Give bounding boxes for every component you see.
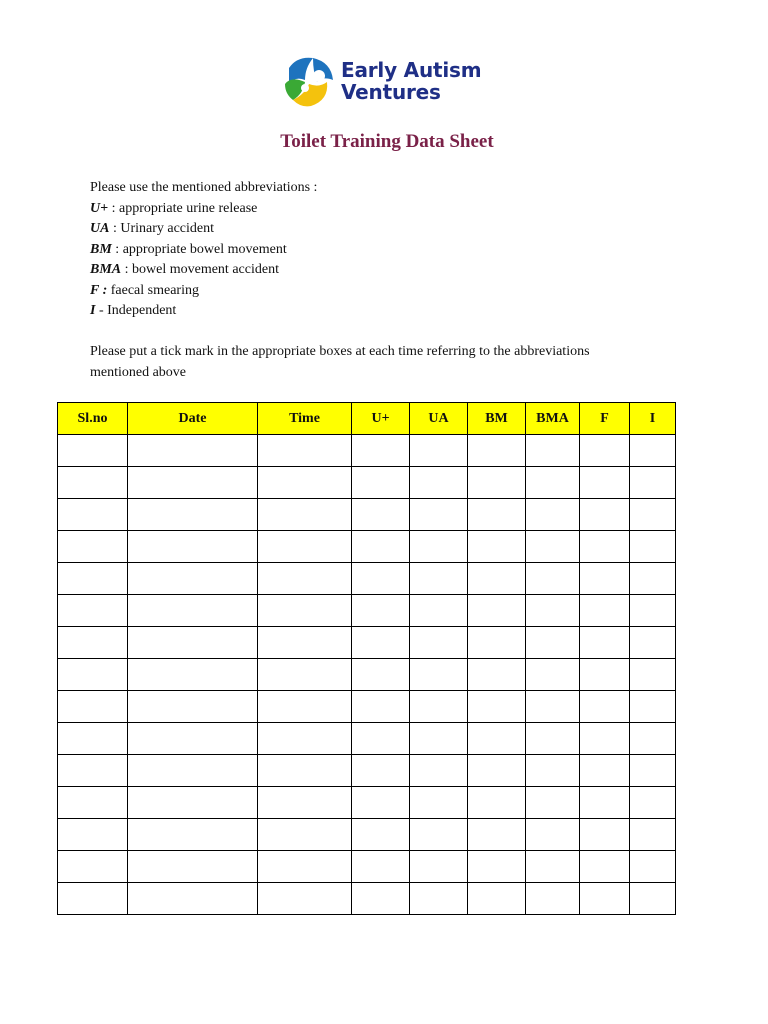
intro-text: Please use the mentioned abbreviations : (90, 180, 318, 195)
column-header-independent: I (630, 403, 676, 435)
table-cell[interactable] (630, 499, 676, 531)
table-cell[interactable] (630, 595, 676, 627)
table-body (58, 435, 676, 915)
table-cell[interactable] (258, 883, 352, 915)
table-cell[interactable] (410, 723, 468, 755)
table-cell[interactable] (410, 787, 468, 819)
table-cell[interactable] (526, 883, 580, 915)
column-header-bowel-movement: BM (468, 403, 526, 435)
table-cell[interactable] (128, 595, 258, 627)
page-title: Toilet Training Data Sheet (280, 131, 494, 152)
table-cell[interactable] (352, 563, 410, 595)
table-row (58, 531, 676, 563)
abbr-meaning: faecal smearing (110, 282, 199, 298)
table-row (58, 787, 676, 819)
table-cell[interactable] (526, 595, 580, 627)
column-header-urine-release: U+ (352, 403, 410, 435)
table-cell[interactable] (352, 851, 410, 883)
table-cell[interactable] (58, 499, 128, 531)
puzzle-logo-icon (283, 54, 335, 108)
table-cell[interactable] (630, 691, 676, 723)
table-cell[interactable] (352, 531, 410, 563)
table-cell[interactable] (630, 531, 676, 563)
table-cell[interactable] (58, 691, 128, 723)
table-cell[interactable] (58, 883, 128, 915)
table-cell[interactable] (580, 691, 630, 723)
table-cell[interactable] (526, 851, 580, 883)
table-cell[interactable] (128, 691, 258, 723)
table-cell[interactable] (258, 851, 352, 883)
table-cell[interactable] (468, 819, 526, 851)
table-cell[interactable] (630, 467, 676, 499)
table-row (58, 499, 676, 531)
table-cell[interactable] (468, 499, 526, 531)
table-cell[interactable] (580, 531, 630, 563)
table-cell[interactable] (468, 883, 526, 915)
table-cell[interactable] (352, 467, 410, 499)
abbr-code: BM (90, 241, 112, 257)
table-cell[interactable] (410, 851, 468, 883)
data-table (57, 402, 676, 915)
table-cell[interactable] (258, 723, 352, 755)
table-cell[interactable] (128, 755, 258, 787)
table-cell[interactable] (468, 691, 526, 723)
table-cell[interactable] (258, 691, 352, 723)
table-cell[interactable] (580, 499, 630, 531)
brand-name-line1: Early Autism (341, 58, 482, 82)
table-cell[interactable] (58, 467, 128, 499)
table-cell[interactable] (352, 883, 410, 915)
table-cell[interactable] (468, 595, 526, 627)
table-cell[interactable] (526, 435, 580, 467)
table-cell[interactable] (526, 819, 580, 851)
table-cell[interactable] (468, 787, 526, 819)
table-cell[interactable] (630, 563, 676, 595)
abbr-item: UA : Urinary accident (90, 221, 215, 236)
table-cell[interactable] (58, 819, 128, 851)
table-cell[interactable] (258, 499, 352, 531)
table-row (58, 691, 676, 723)
table-cell[interactable] (468, 435, 526, 467)
table-cell[interactable] (526, 659, 580, 691)
table-cell[interactable] (352, 659, 410, 691)
column-header-time: Time (258, 403, 352, 435)
table-cell[interactable] (630, 851, 676, 883)
brand-name-line2: Ventures (341, 80, 441, 104)
table-row (58, 819, 676, 851)
abbr-item (90, 281, 317, 302)
table-cell[interactable] (526, 627, 580, 659)
table-cell[interactable] (410, 467, 468, 499)
table-row (58, 883, 676, 915)
table-cell[interactable] (526, 787, 580, 819)
table-cell[interactable] (258, 819, 352, 851)
table-cell[interactable] (58, 659, 128, 691)
table-cell[interactable] (410, 435, 468, 467)
abbr-meaning: appropriate bowel movement (122, 241, 287, 257)
table-cell[interactable] (128, 659, 258, 691)
table-row (58, 659, 676, 691)
table-cell[interactable] (128, 467, 258, 499)
table-cell[interactable] (128, 435, 258, 467)
table-cell[interactable] (410, 499, 468, 531)
table-cell[interactable] (580, 563, 630, 595)
table-cell[interactable] (58, 595, 128, 627)
table-cell[interactable] (468, 627, 526, 659)
table-cell[interactable] (352, 595, 410, 627)
table-cell[interactable] (526, 691, 580, 723)
table-cell[interactable] (128, 563, 258, 595)
table-cell[interactable] (352, 691, 410, 723)
abbr-code: I (90, 303, 96, 318)
table-cell[interactable] (526, 563, 580, 595)
table-cell[interactable] (410, 819, 468, 851)
table-cell[interactable] (258, 787, 352, 819)
abbr-code: U+ (90, 200, 109, 216)
table-cell[interactable] (258, 467, 352, 499)
table-cell[interactable] (410, 563, 468, 595)
table-cell[interactable] (580, 659, 630, 691)
table-cell[interactable] (580, 883, 630, 915)
table-cell[interactable] (58, 723, 128, 755)
abbr-meaning: bowel movement accident (132, 262, 279, 277)
table-cell[interactable] (468, 659, 526, 691)
table-cell[interactable] (468, 531, 526, 563)
table-cell[interactable] (526, 499, 580, 531)
table-cell[interactable] (128, 851, 258, 883)
table-cell[interactable] (580, 787, 630, 819)
table-cell[interactable] (580, 467, 630, 499)
table-cell[interactable] (352, 755, 410, 787)
table-header-row (58, 403, 676, 435)
table-cell[interactable] (630, 819, 676, 851)
table-cell[interactable] (128, 627, 258, 659)
table-row (58, 435, 676, 467)
table-cell[interactable] (58, 531, 128, 563)
table-cell[interactable] (468, 467, 526, 499)
table-cell[interactable] (468, 851, 526, 883)
table-cell[interactable] (410, 659, 468, 691)
table-cell[interactable] (630, 627, 676, 659)
table-cell[interactable] (258, 563, 352, 595)
table-row (58, 627, 676, 659)
table-cell[interactable] (580, 627, 630, 659)
table-cell[interactable] (58, 563, 128, 595)
table-cell[interactable] (352, 627, 410, 659)
table-cell[interactable] (410, 627, 468, 659)
table-cell[interactable] (128, 819, 258, 851)
table-cell[interactable] (128, 499, 258, 531)
table-cell[interactable] (258, 435, 352, 467)
table-row (58, 755, 676, 787)
table-cell[interactable] (258, 755, 352, 787)
table-cell[interactable] (468, 563, 526, 595)
table-cell[interactable] (526, 723, 580, 755)
abbreviations-block (90, 178, 317, 322)
table-cell[interactable] (352, 499, 410, 531)
abbr-code: BMA (90, 262, 122, 277)
table-cell[interactable] (352, 787, 410, 819)
instruction-text: Please put a tick mark in the appropriate boxes at each time referring to the abbreviations mentioned above (90, 344, 590, 380)
table-row (58, 467, 676, 499)
table-cell[interactable] (258, 531, 352, 563)
table-cell[interactable] (630, 787, 676, 819)
table-cell[interactable] (580, 723, 630, 755)
table-cell[interactable] (58, 851, 128, 883)
abbr-meaning: Urinary accident (120, 221, 215, 236)
table-cell[interactable] (580, 435, 630, 467)
abbr-item: BMA : bowel movement accident (90, 262, 279, 277)
abbr-item: BM : appropriate bowel movement (90, 241, 287, 257)
table-cell[interactable] (258, 595, 352, 627)
abbr-item: I - Independent (90, 303, 177, 318)
table-cell[interactable] (630, 723, 676, 755)
table-cell[interactable] (58, 435, 128, 467)
table-cell[interactable] (468, 755, 526, 787)
table-cell[interactable] (410, 883, 468, 915)
table-cell[interactable] (128, 883, 258, 915)
abbr-item: U+ : appropriate urine release (90, 200, 258, 216)
table-cell[interactable] (630, 755, 676, 787)
column-header-slno: Sl.no (58, 403, 128, 435)
table-cell[interactable] (258, 627, 352, 659)
table-cell[interactable] (128, 787, 258, 819)
table-row (58, 723, 676, 755)
table-cell[interactable] (58, 755, 128, 787)
table-cell[interactable] (580, 595, 630, 627)
table-cell[interactable] (352, 819, 410, 851)
table-cell[interactable] (526, 467, 580, 499)
table-cell[interactable] (352, 435, 410, 467)
table-cell[interactable] (258, 659, 352, 691)
table-row (58, 851, 676, 883)
column-header-urinary-accident: UA (410, 403, 468, 435)
table-cell[interactable] (410, 531, 468, 563)
column-header-date: Date (128, 403, 258, 435)
table-cell[interactable] (58, 627, 128, 659)
column-header-bowel-accident: BMA (526, 403, 580, 435)
abbr-code: UA (90, 221, 110, 236)
abbr-code: F : (90, 282, 108, 298)
table-cell[interactable] (630, 659, 676, 691)
brand-name (341, 59, 481, 103)
table-cell[interactable] (526, 531, 580, 563)
table-cell[interactable] (410, 691, 468, 723)
column-header-faecal-smearing: F (580, 403, 630, 435)
table-cell[interactable] (410, 595, 468, 627)
table-cell[interactable] (58, 787, 128, 819)
table-cell[interactable] (468, 723, 526, 755)
table-cell[interactable] (580, 819, 630, 851)
abbr-meaning: Independent (107, 303, 177, 318)
table-cell[interactable] (580, 755, 630, 787)
table-cell[interactable] (526, 755, 580, 787)
table-cell[interactable] (630, 883, 676, 915)
table-cell[interactable] (630, 435, 676, 467)
table-cell[interactable] (128, 723, 258, 755)
brand-logo (283, 54, 481, 108)
table-row (58, 595, 676, 627)
table-cell[interactable] (410, 755, 468, 787)
table-cell[interactable] (580, 851, 630, 883)
table-cell[interactable] (352, 723, 410, 755)
table-row (58, 563, 676, 595)
table-cell[interactable] (128, 531, 258, 563)
abbr-meaning: appropriate urine release (118, 200, 258, 216)
